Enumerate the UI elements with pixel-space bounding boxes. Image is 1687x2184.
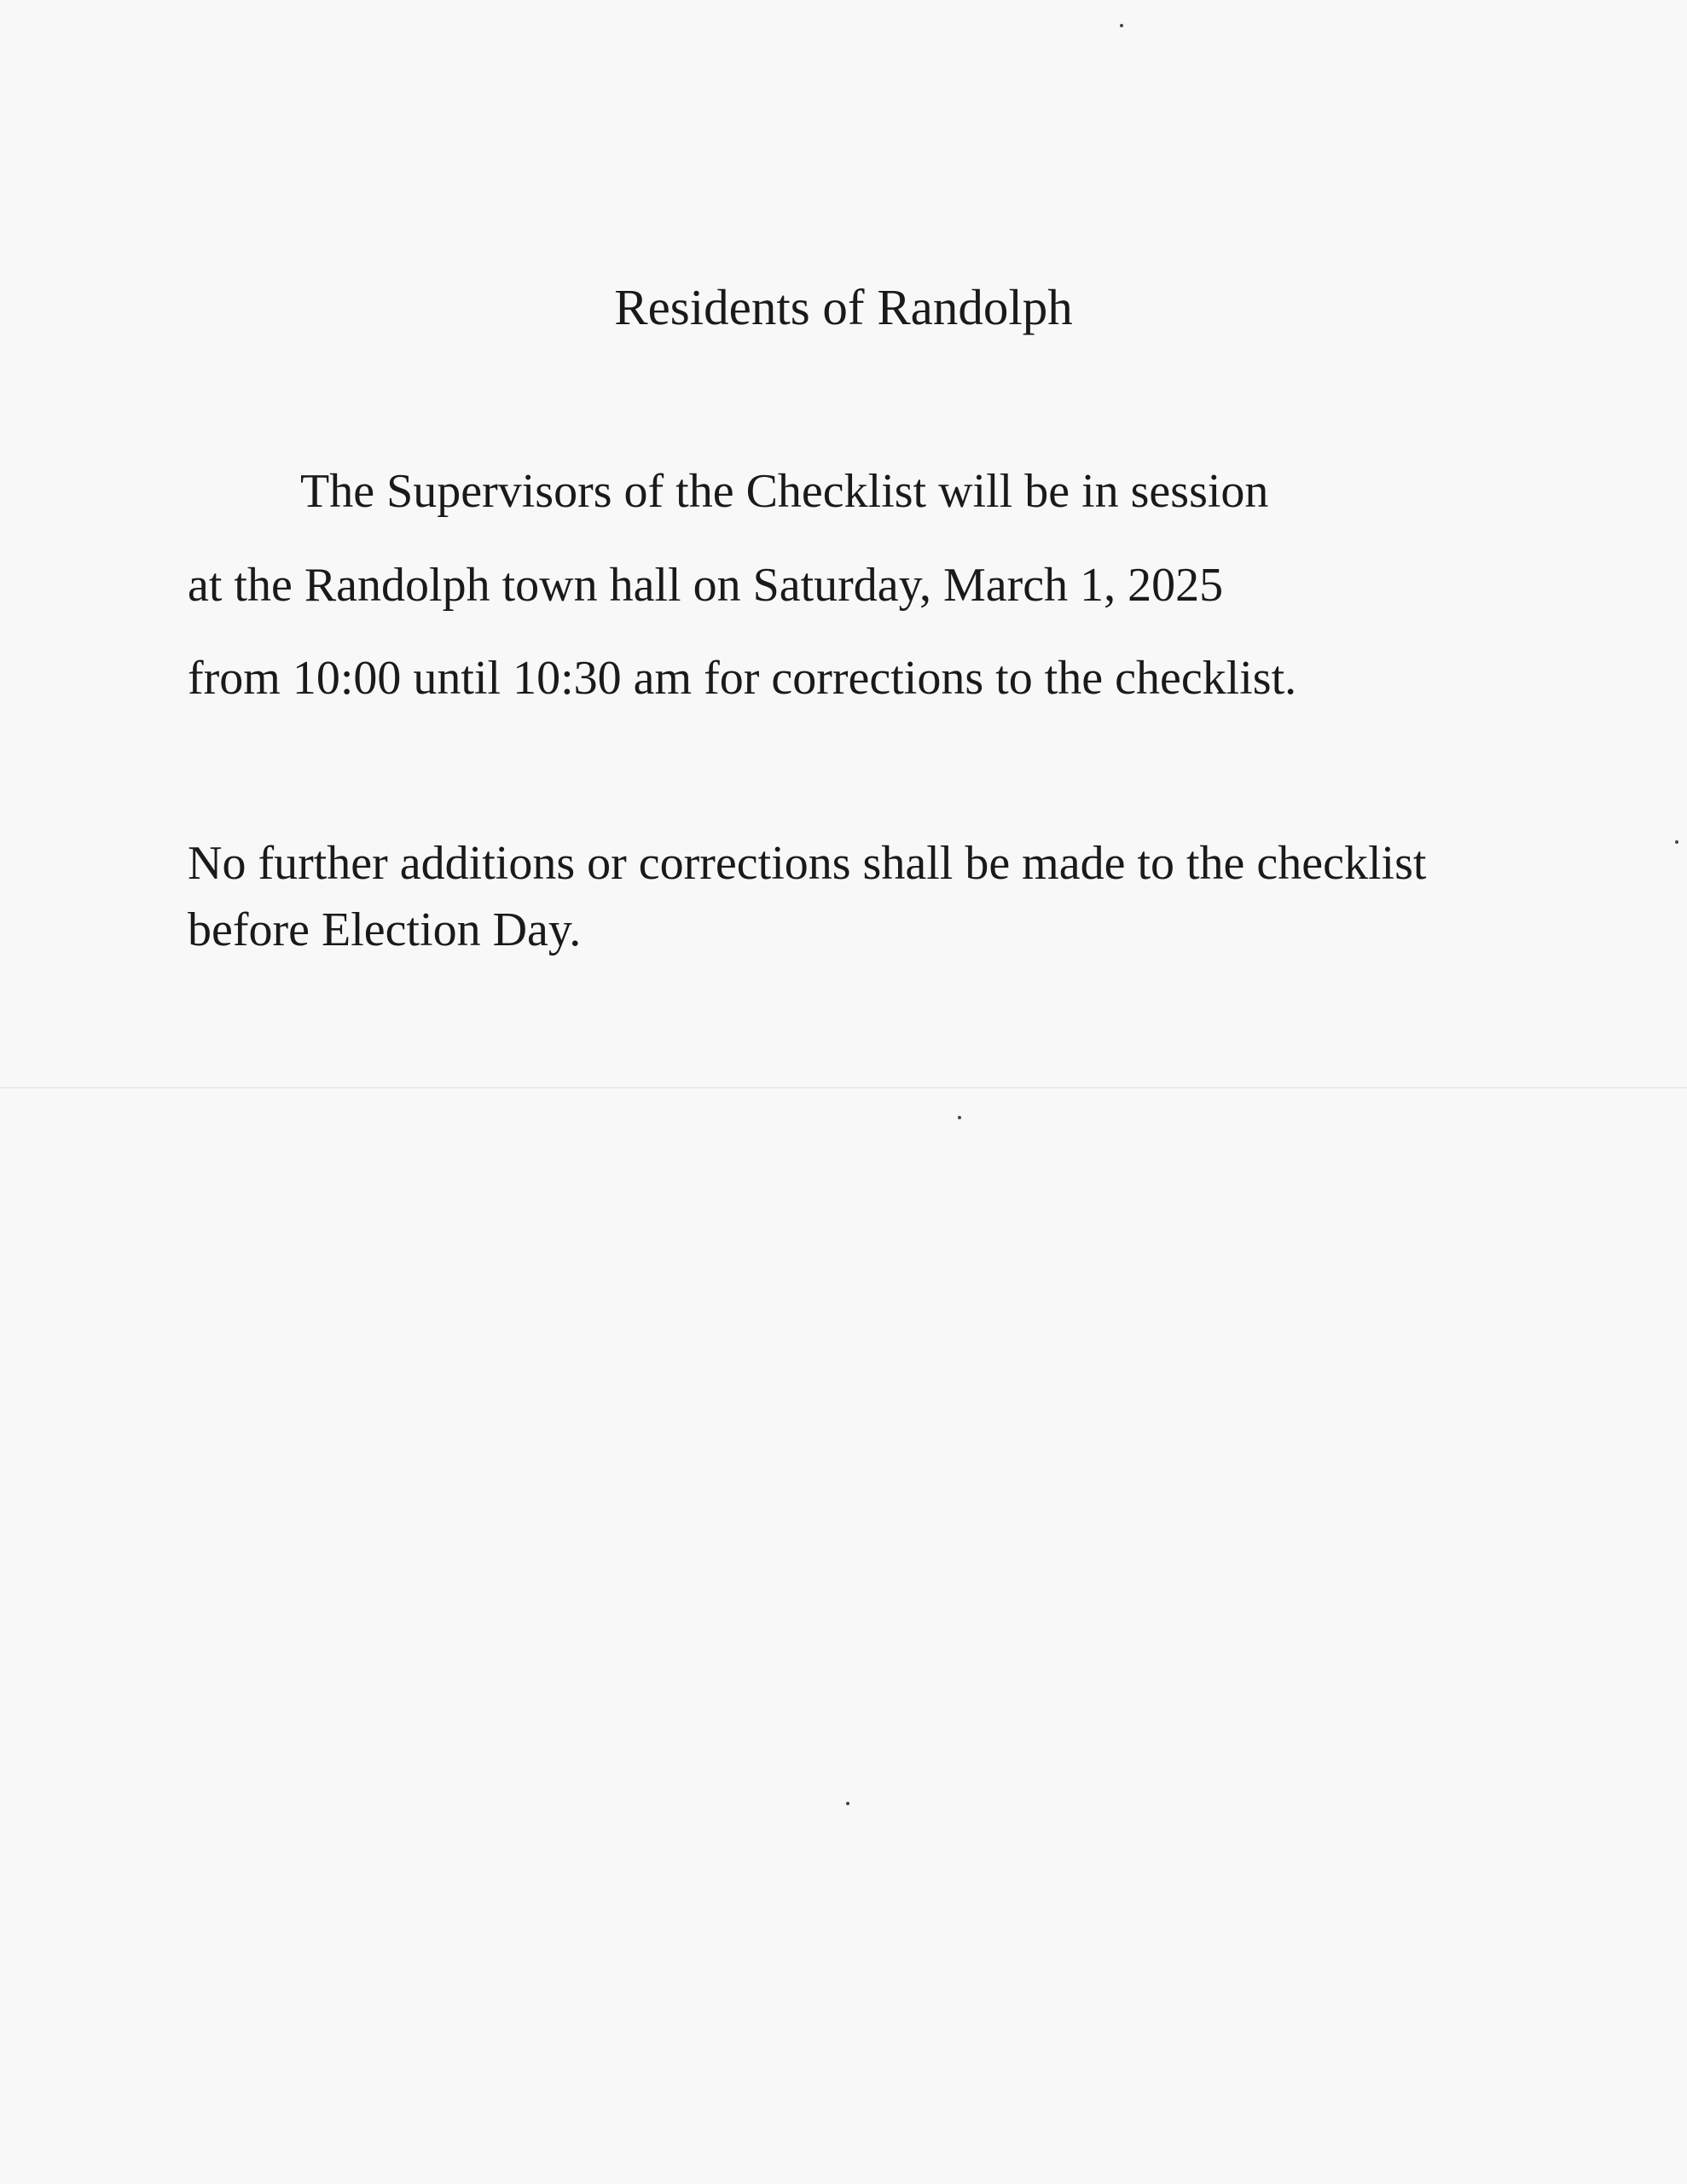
paragraph-2-line-1: No further additions or corrections shall be made to the checklist	[188, 837, 1427, 890]
scan-speck	[1675, 840, 1678, 844]
notice-title: Residents of Randolph	[614, 279, 1073, 335]
paragraph-1-line-3: from 10:00 until 10:30 am for corrections to the checklist.	[188, 652, 1297, 705]
paragraph-2-line-2: before Election Day.	[188, 903, 582, 956]
paragraph-1-line-2: at the Randolph town hall on Saturday, March 1, 2025	[188, 559, 1224, 612]
paragraph-1-line-1: The Supervisors of the Checklist will be in session	[300, 465, 1269, 518]
scan-speck	[1120, 24, 1123, 27]
paper-fold	[0, 1087, 1687, 1090]
scan-speck	[958, 1116, 961, 1119]
scan-speck	[846, 1802, 849, 1805]
